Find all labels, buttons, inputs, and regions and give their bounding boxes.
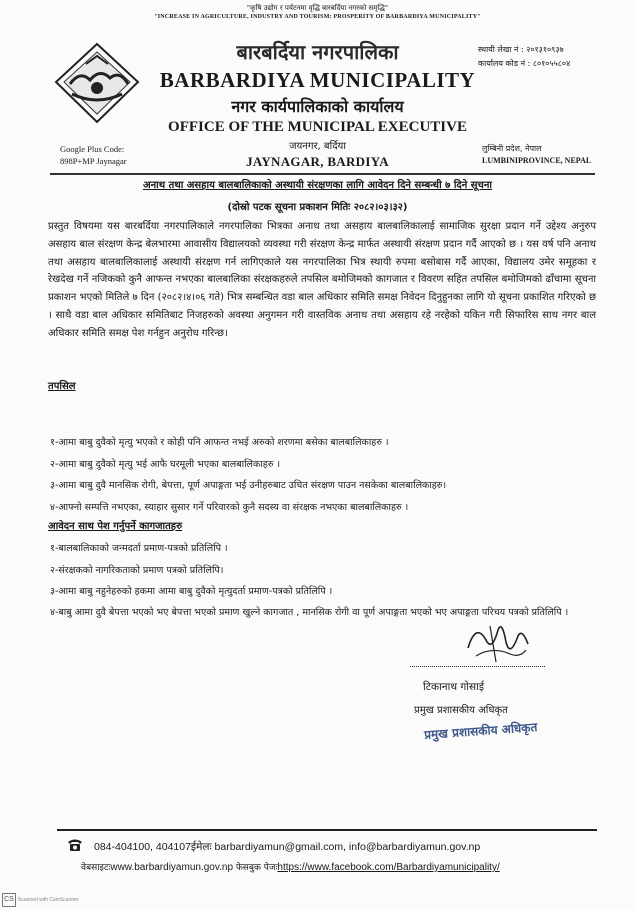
website-link[interactable]: www.barbardiyamun.gov.np: [110, 862, 233, 873]
list-item: ३-आमा बाबु नहुनेहरुको हकमा आमा बाबु दुवैको मृत्युदर्ता प्रमाण-पत्रको प्रतिलिपि ।: [50, 586, 333, 597]
motto-nepali: "कृषि उद्योग र पर्यटनमा वृद्धि बारबर्दिया नगरको समृद्धि": [246, 4, 389, 12]
list-item: २-संरक्षकको नागरिकताको प्रमाण पत्रको प्रतिलिपि।: [50, 564, 224, 576]
facebook-link[interactable]: https://www.facebook.com/Barbardiyamunicipality/: [277, 862, 500, 873]
permanent-account-value: २०१३१०९३७: [526, 45, 564, 54]
facebook-label: फेसबुक पेजः: [233, 863, 278, 873]
province-block: [482, 143, 591, 167]
office-name-nepali: नगर कार्यपालिकाको कार्यालय: [231, 97, 404, 116]
camscanner-logo-icon: CS: [2, 893, 16, 907]
list-item: २-आमा बाबु दुवैको मृत्यु भई आफै घरमूली भएका बालबालिकाहरु ।: [50, 458, 281, 470]
signer-designation: प्रमुख प्रशासकीय अधिकृत: [414, 705, 508, 716]
footer-divider: [57, 829, 597, 831]
list-heading: तपसिल: [48, 381, 76, 392]
list-item: ३-आमा बाबु दुवै मानसिक रोगी, बेपत्ता, पूर्ण अपाङ्गता भई उनीहरुबाट उचित संरक्षण पाउन नसकेका बालबालिकाहरु।: [50, 480, 447, 491]
website-label: वेबसाइटः: [81, 863, 111, 873]
documents-list: [50, 538, 600, 622]
scanner-watermark: Scanned with CamScanner: [18, 897, 79, 903]
province-nepali: लुम्बिनी प्रदेश, नेपाल: [482, 144, 542, 153]
notice-body: प्रस्तुत विषयमा यस बारबर्दिया नगरपालिकाले नगरपालिका भित्रका अनाथ तथा असहाय बालबालिकालाई सामाजिक सुरक्षा प्रदान गर्ने उद्देश्य अनुरुप असहाय बाल संरक्षण केन्द्र बेलभारमा आवासीय विद्यालयको व्यवस्था गरी संरक्षण केन्द्र मार्फत अस्थायी संरक्षण प्रदान गर्दै आएको छ । यस वर्ष पनि अनाथ तथा असहाय बालबालिकालाई अस्थायी संरक्षण गर्न लागिएकाले यस नगरपालिका भित्र स्थायी रुपमा बसोबास गर्दै आएका, विद्यालय उमेर समूहका र रेखदेख गर्ने नजिकको कुनै आफन्त नभएका बालबालिका संरक्षकहरुले तपसिल बमोजिमको कागजात र विवरण सहित तपसिल बमोजिमको ढाँचामा सूचना प्रकाशन भएको मितिले ७ दिन (२०८२।४।०६ गते) भित्र सम्बन्धित वडा बाल अधिकार समिति समक्ष निवेदन दिनुहुनका लागि यो सूचना प्रकाशित गरिएको छ । साथै वडा बाल अधिकार समितिबाट निजहरुको अवस्था अनुगमन गरी वास्तविक अनाथ तथा असहाय रहे नरहेको यकिन गरी सिफारिस साथ नगर बाल अधिकार समिति समक्ष पेश गर्नहुन अनुरोध गरिन्छ।: [48, 221, 596, 339]
handwritten-signature: [462, 618, 532, 668]
permanent-account-label: स्थायी लेखा नं :: [478, 45, 524, 54]
list-item: ४-आफ्नो सम्पत्ति नभएका, स्याहार सुसार गर्ने परिवारको कुनै सदस्य वा संरक्षक नभएका बालबालिकाहरु ।: [50, 501, 409, 513]
phone-icon: [67, 838, 83, 852]
signature-line: [410, 666, 545, 667]
office-code-label: कार्यालय कोड नं :: [478, 59, 531, 68]
footer-web: [81, 860, 500, 873]
office-code: [478, 58, 570, 69]
municipality-name-english: BARBARDIYA MUNICIPALITY: [159, 68, 476, 92]
documents-heading: आवेदन साथ पेश गर्नुपर्ने कागजातहरु: [48, 521, 183, 532]
office-code-value: ८०१०५५८०४: [532, 59, 571, 68]
header-divider: [50, 173, 595, 175]
eligibility-list: [50, 432, 600, 518]
list-item: १-आमा बाबु दुवैको मृत्यु भएको र कोही पनि आफन्त नभई अरुको शरणमा बसेका बालबालिकाहरु ।: [50, 437, 389, 448]
google-plus-label: Google Plus Code:: [60, 144, 125, 154]
list-item: १-बालबालिकाको जन्मदर्ता प्रमाण-पत्रको प्रतिलिपि ।: [50, 543, 228, 554]
municipality-name-nepali: बारबर्दिया नगरपालिका: [236, 40, 399, 64]
office-name-english: OFFICE OF THE MUNICIPAL EXECUTIVE: [168, 119, 467, 135]
town-nepali: जयनगर, बर्दिया: [289, 141, 346, 152]
list-item: ४-बाबु आमा दुवै बेपत्ता भएको भए बेपत्ता भएको प्रमाण खुल्ने कागजात , मानसिक रोगी वा पूर्ण अपाङ्गता भएको भए अपाङ्गता परिचय पत्रको प्रतिलिपि ।: [50, 606, 569, 618]
town-english: JAYNAGAR, BARDIYA: [246, 154, 389, 169]
notice-subject: अनाथ तथा असहाय बालबालिकाको अस्थायी संरक्षणका लागि आवेदन दिने सम्बन्धी ७ दिने सूचना: [142, 180, 493, 191]
official-stamp: प्रमुख प्रशासकीय अधिकृत: [423, 720, 538, 742]
notice-reissue-date: (दोस्रो पटक सूचना प्रकाशन मितिः २०८२।०३।३२): [227, 202, 408, 213]
footer-contact: 084-404100, 404107ईमेलः barbardiyamun@gmail.com, info@barbardiyamun.gov.np: [94, 841, 481, 853]
google-plus-code: [60, 143, 127, 167]
signer-name: टिकानाथ गोसाई: [423, 681, 484, 693]
province-english: LUMBINIPROVINCE, NEPAL: [482, 156, 592, 165]
google-plus-value: 898P+MP Jaynagar: [60, 156, 127, 166]
motto-english: "INCREASE IN AGRICULTURE, INDUSTRY AND TOURISM: PROSPERITY OF BARBARDIYA MUNICIPALITY": [154, 14, 481, 20]
permanent-account-number: [478, 44, 564, 55]
